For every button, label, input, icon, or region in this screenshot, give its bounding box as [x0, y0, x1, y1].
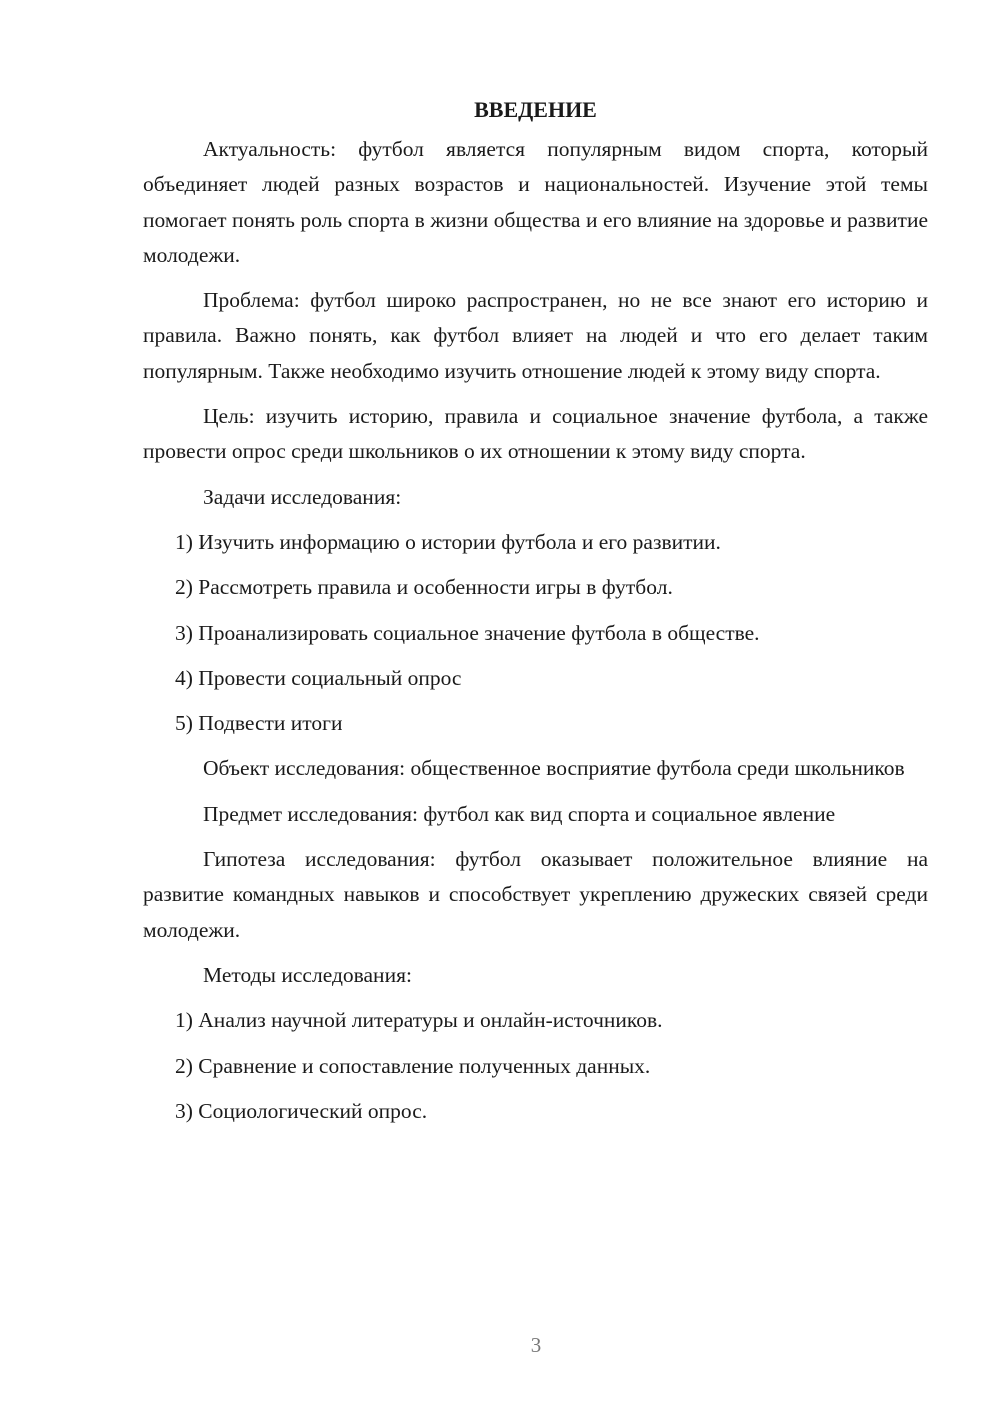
hypothesis-paragraph: Гипотеза исследования: футбол оказывает положительное влияние на развитие командных навыков и способствует укреплению дружеских связей среди молодежи.: [143, 847, 928, 942]
methods-heading: Методы исследования:: [203, 962, 412, 987]
tasks-heading: Задачи исследования:: [203, 484, 402, 509]
object-paragraph: Объект исследования: общественное восприятие футбола среди школьников: [203, 756, 905, 781]
methods-list: [143, 1003, 928, 1129]
relevance-paragraph: Актуальность: футбол является популярным видом спорта, который объединяет людей разных возрастов и национальностей. Изучение этой темы помогает понять роль спорта в жизни общества и его влияние на здоровье и развитие молодежи.: [143, 137, 928, 267]
subject-paragraph: Предмет исследования: футбол как вид спорта и социальное явление: [203, 801, 836, 826]
goal-paragraph: Цель: изучить историю, правила и социальное значение футбола, а также провести опрос среди школьников о их отношении к этому виду спорта.: [143, 404, 928, 464]
task-item: 3) Проанализировать социальное значение футбола в обществе.: [175, 620, 760, 645]
task-item: 1) Изучить информацию о истории футбола и его развитии.: [175, 529, 721, 554]
method-item: 1) Анализ научной литературы и онлайн-источников.: [175, 1008, 663, 1033]
problem-paragraph: Проблема: футбол широко распространен, но не все знают его историю и правила. Важно понять, как футбол влияет на людей и что его делает таким популярным. Также необходимо изучить отношение людей к этому виду спорта.: [143, 288, 928, 383]
task-item: 2) Рассмотреть правила и особенности игры в футбол.: [175, 575, 673, 600]
task-item: 4) Провести социальный опрос: [175, 665, 462, 690]
method-item: 2) Сравнение и сопоставление полученных данных.: [175, 1053, 651, 1078]
page-number: 3: [530, 1333, 542, 1357]
document-page: [143, 95, 928, 1139]
task-item: 5) Подвести итоги: [175, 711, 343, 736]
tasks-list: [143, 525, 928, 741]
method-item: 3) Социологический опрос.: [175, 1098, 428, 1123]
page-title: ВВЕДЕНИЕ: [474, 97, 597, 122]
